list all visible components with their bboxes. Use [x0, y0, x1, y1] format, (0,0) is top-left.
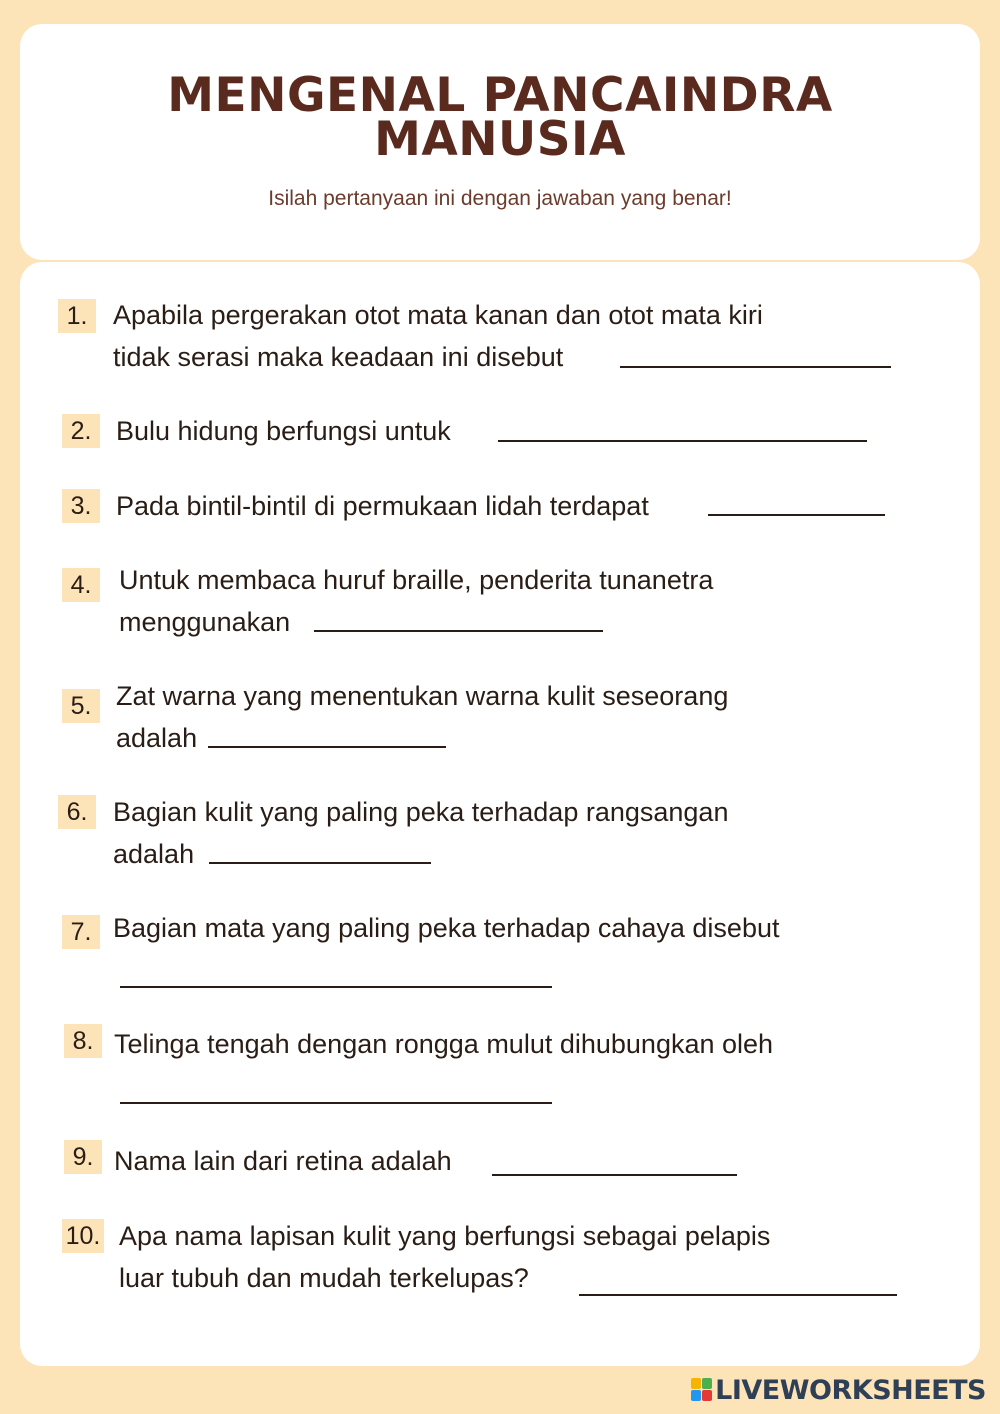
question-6-number: 6.: [58, 795, 96, 829]
question-10-answer-blank[interactable]: [579, 1294, 897, 1296]
question-5-text-line2: adalah: [116, 723, 198, 753]
question-6-text-line1: Bagian kulit yang paling peka terhadap rangsangan: [113, 797, 729, 827]
instructions-subtitle: Isilah pertanyaan ini dengan jawaban yang benar!: [268, 187, 732, 210]
brand-name: LIVEWORKSHEETS: [715, 1374, 986, 1406]
question-1-text-line1: Apabila pergerakan otot mata kanan dan otot mata kiri: [113, 300, 763, 330]
question-10-number: 10.: [62, 1219, 104, 1253]
question-1-number: 1.: [58, 299, 96, 333]
question-8-text: Telinga tengah dengan rongga mulut dihubungkan oleh: [114, 1029, 774, 1059]
question-7-number: 7.: [62, 915, 100, 949]
question-3-number: 3.: [62, 489, 100, 523]
page-title-line2: MANUSIA: [374, 112, 626, 167]
question-1-answer-blank[interactable]: [620, 366, 891, 368]
question-5-answer-blank[interactable]: [208, 746, 446, 748]
question-10-text-line1: Apa nama lapisan kulit yang berfungsi sebagai pelapis: [119, 1221, 771, 1251]
question-9-answer-blank[interactable]: [492, 1174, 737, 1176]
question-7-answer-blank[interactable]: [120, 986, 552, 988]
question-4-text-line1: Untuk membaca huruf braille, penderita tunanetra: [119, 565, 714, 595]
question-7-text: Bagian mata yang paling peka terhadap cahaya disebut: [113, 913, 780, 943]
question-4-answer-blank[interactable]: [314, 630, 603, 632]
question-2-text: Bulu hidung berfungsi untuk: [116, 416, 451, 446]
question-2-answer-blank[interactable]: [498, 440, 867, 442]
question-8-answer-blank[interactable]: [120, 1102, 552, 1104]
question-8-number: 8.: [64, 1024, 102, 1058]
liveworksheets-brand[interactable]: [691, 1372, 986, 1408]
question-9-number: 9.: [64, 1140, 102, 1174]
question-5-text-line1: Zat warna yang menentukan warna kulit seseorang: [116, 681, 729, 711]
question-2-number: 2.: [62, 414, 100, 448]
question-9-text: Nama lain dari retina adalah: [114, 1146, 452, 1176]
question-3-answer-blank[interactable]: [708, 514, 885, 516]
question-6-answer-blank[interactable]: [209, 862, 431, 864]
question-1-text-line2: tidak serasi maka keadaan ini disebut: [113, 342, 564, 372]
question-4-text-line2: menggunakan: [119, 607, 291, 637]
question-4-number: 4.: [62, 568, 100, 602]
question-5-number: 5.: [62, 689, 100, 723]
question-10-text-line2: luar tubuh dan mudah terkelupas?: [119, 1263, 529, 1293]
liveworksheets-logo-icon: [691, 1378, 713, 1402]
question-6-text-line2: adalah: [113, 839, 195, 869]
question-3-text: Pada bintil-bintil di permukaan lidah terdapat: [116, 491, 649, 521]
page-title-line1: MENGENAL PANCAINDRA: [167, 68, 833, 123]
